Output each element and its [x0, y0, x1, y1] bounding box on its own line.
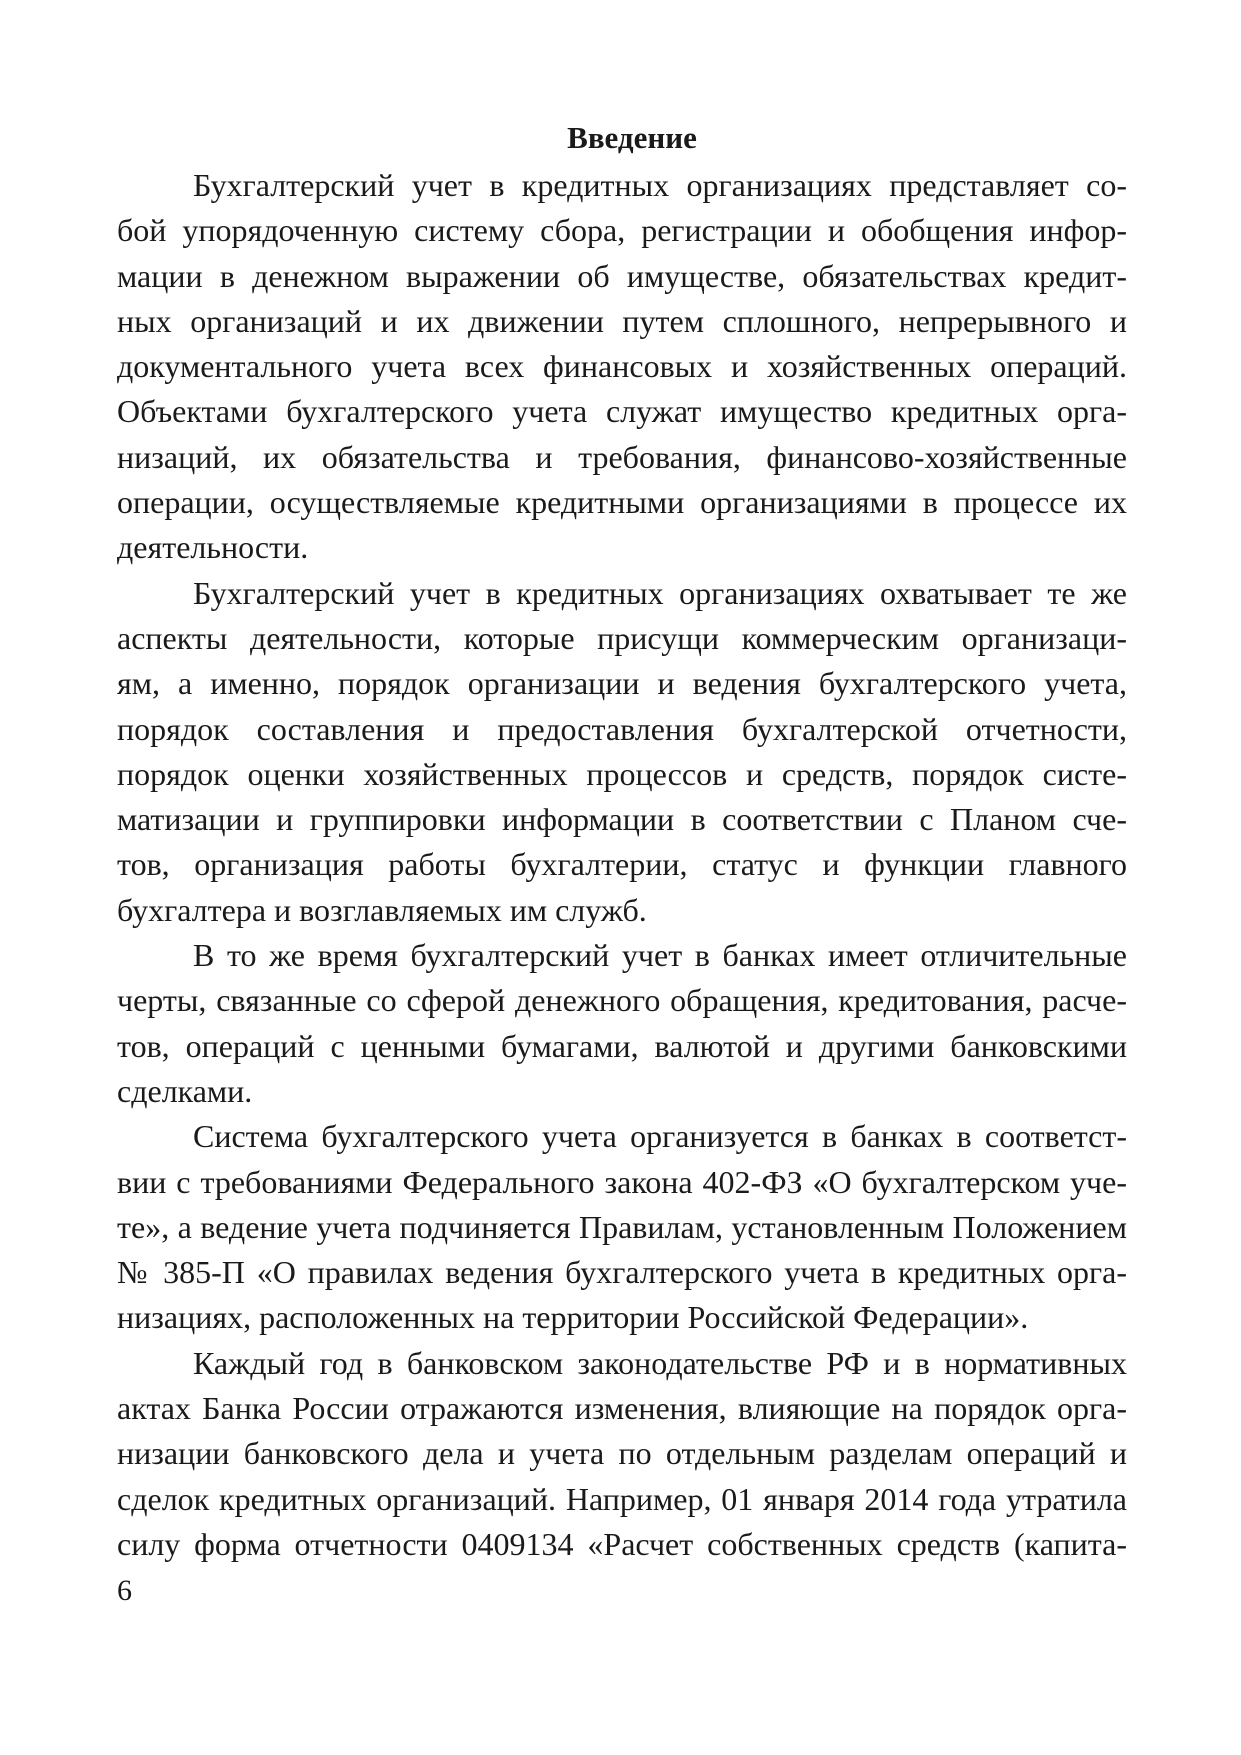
text-line: Каждый год в банковском законодательстве РФ и в нормативных [193, 1344, 1127, 1381]
text-line: низациях, расположенных на территории Российской Федерации». [117, 1299, 1029, 1336]
text-line: порядок составления и предоставления бухгалтерской отчетности, [117, 710, 1127, 747]
text-line: те», а ведение учета подчиняется Правилам, установленным Положением [117, 1208, 1127, 1245]
text-line: низаций, их обязательства и требования, финансово-хозяйственные [117, 438, 1127, 475]
text-line: актах Банка России отражаются изменения, влияющие на порядок орга- [117, 1390, 1127, 1427]
text-line: низации банковского дела и учета по отдельным разделам операций и [117, 1435, 1127, 1472]
text-line: аспекты деятельности, которые присущи коммерческим организаци- [117, 619, 1127, 656]
text-line: тов, операций с ценными бумагами, валютой и другими банковскими [117, 1027, 1127, 1064]
text-line: сделками. [117, 1072, 253, 1109]
paragraph-5 [117, 1341, 1127, 1567]
text-line: силу форма отчетности 0409134 «Расчет собственных средств (капита- [117, 1525, 1127, 1562]
text-line: ных организаций и их движении путем сплошного, непрерывного и [117, 302, 1127, 339]
text-line: сделок кредитных организаций. Например, 01 января 2014 года утратила [117, 1480, 1127, 1517]
text-line: документального учета всех финансовых и хозяйственных операций. [117, 348, 1127, 385]
page-number: 6 [117, 1574, 132, 1607]
text-line: ям, а именно, порядок организации и ведения бухгалтерского учета, [117, 665, 1127, 702]
text-line: бухгалтера и возглавляемых им служб. [117, 891, 647, 928]
text-line: матизации и группировки информации в соответствии с Планом сче- [117, 801, 1127, 838]
text-line: Бухгалтерский учет в кредитных организациях представляет со- [193, 167, 1127, 203]
text-line: порядок оценки хозяйственных процессов и средств, порядок систе- [117, 755, 1127, 792]
paragraph-3 [117, 933, 1127, 1114]
section-heading: Введение [567, 120, 697, 155]
text-line: мации в денежном выражении об имуществе, обязательствах кредит- [117, 257, 1127, 294]
paragraph-2 [117, 571, 1127, 933]
text-line: черты, связанные со сферой денежного обращения, кредитования, расче- [117, 982, 1127, 1019]
text-line: бой упорядоченную систему сбора, регистрации и обобщения инфор- [117, 212, 1127, 249]
paragraph-1 [117, 163, 1127, 571]
text-line: № 385-П «О правилах ведения бухгалтерского учета в кредитных орга- [117, 1254, 1127, 1291]
page-body [117, 118, 1127, 1567]
text-line: В то же время бухгалтерский учет в банках имеет отличительные [193, 937, 1127, 974]
text-line: Объектами бухгалтерского учета служат имущество кредитных орга- [117, 393, 1127, 430]
text-line: деятельности. [117, 529, 309, 566]
text-line: вии с требованиями Федерального закона 402-ФЗ «О бухгалтерском уче- [117, 1163, 1127, 1200]
text-line: операции, осуществляемые кредитными организациями в процессе их [117, 484, 1127, 521]
text-line: Система бухгалтерского учета организуется в банках в соответст- [193, 1118, 1127, 1155]
text-line: тов, организация работы бухгалтерии, статус и функции главного [117, 846, 1127, 883]
text-line: Бухгалтерский учет в кредитных организациях охватывает те же [193, 574, 1127, 611]
paragraph-4 [117, 1114, 1127, 1340]
